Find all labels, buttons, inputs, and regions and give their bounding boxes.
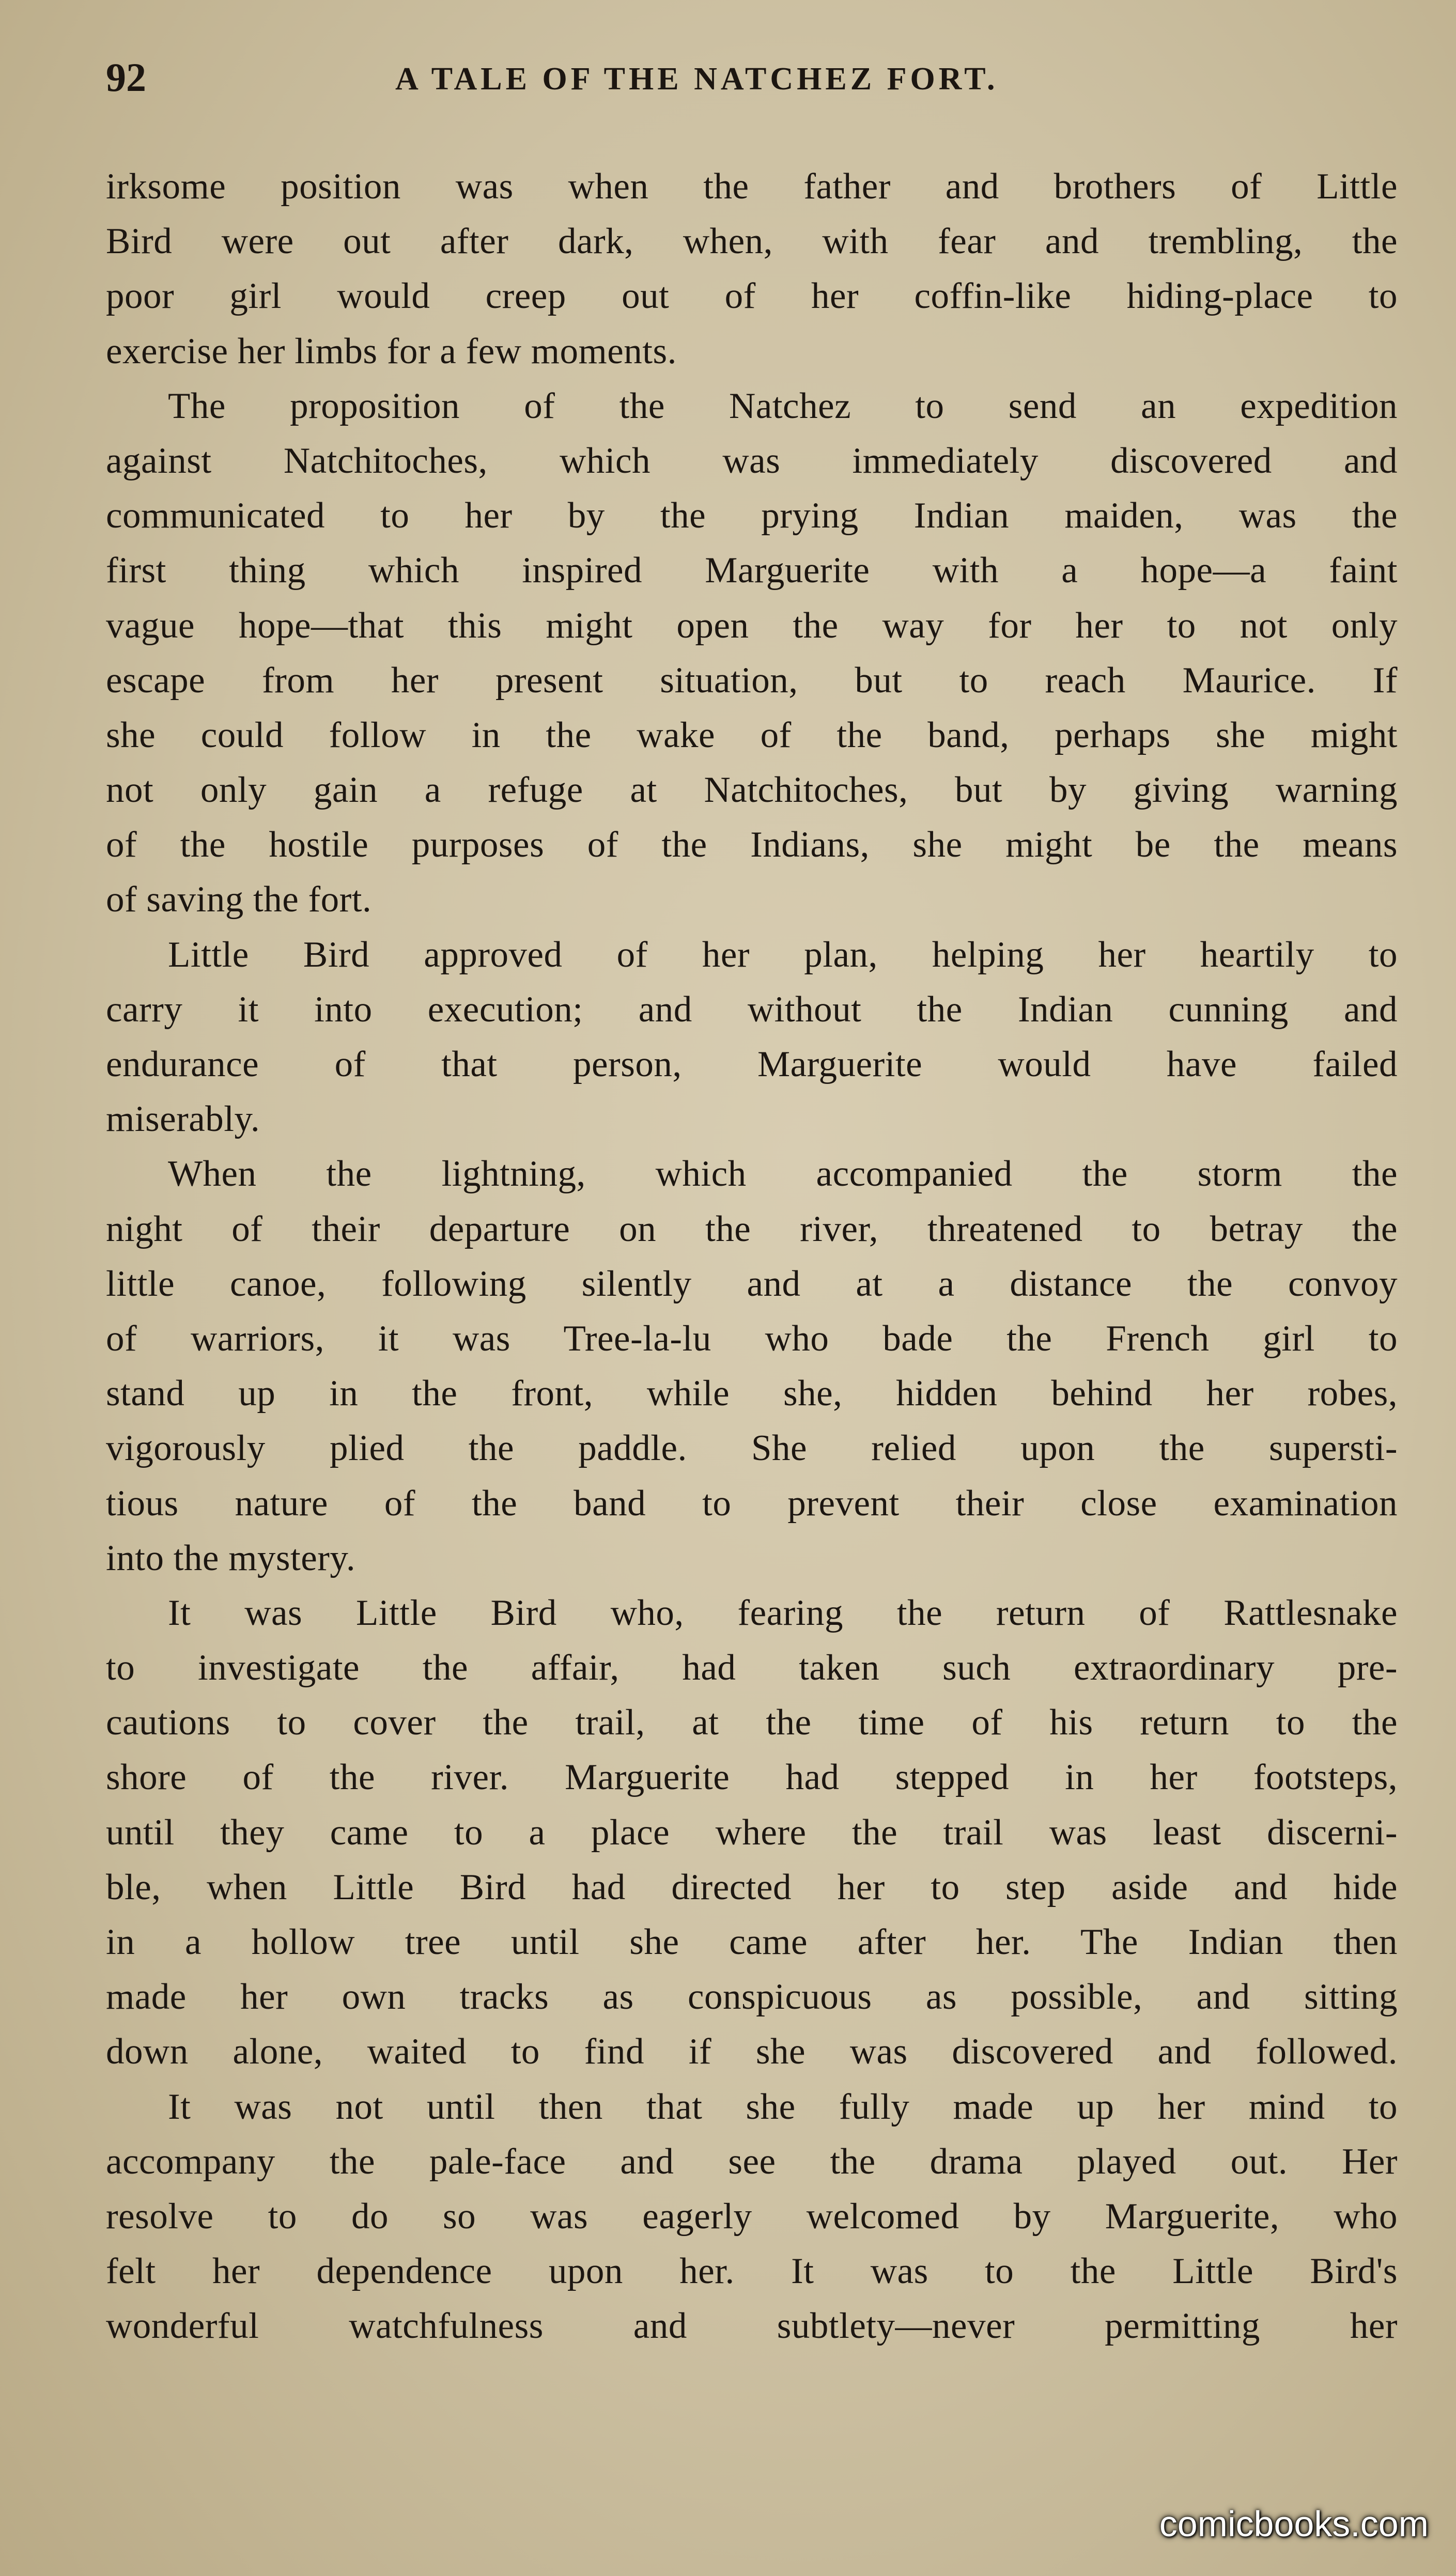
text-line: first thing which inspired Marguerite with a hope—a faint: [106, 550, 1398, 591]
text-line: poor girl would creep out of her coffin-like hiding-place to: [106, 276, 1398, 317]
running-head: [106, 49, 1413, 111]
text-line: Bird were out after dark, when, with fear and trembling, the: [106, 221, 1398, 262]
text-line: cautions to cover the trail, at the time of his return to the: [106, 1702, 1398, 1743]
text-line: tious nature of the band to prevent their close examination: [106, 1483, 1398, 1524]
text-line: down alone, waited to find if she was discovered and followed.: [106, 2031, 1398, 2072]
text-line: accompany the pale-face and see the drama played out. Her: [106, 2141, 1398, 2182]
text-line: exercise her limbs for a few moments.: [106, 331, 677, 371]
text-line: to investigate the affair, had taken such extraordinary pre-: [106, 1648, 1398, 1688]
text-line: irksome position was when the father and brothers of Little: [106, 166, 1398, 207]
text-line: communicated to her by the prying Indian maiden, was the: [106, 495, 1398, 536]
text-line: shore of the river. Marguerite had stepped in her footsteps,: [106, 1757, 1398, 1798]
text-line: little canoe, following silently and at a distance the convoy: [106, 1263, 1398, 1304]
text-line: wonderful watchfulness and subtlety—never permitting her: [106, 2306, 1398, 2347]
text-line: It was Little Bird who, fearing the return of Rattlesnake: [168, 1592, 1398, 1633]
body-text: [106, 159, 1398, 2354]
text-line: vigorously plied the paddle. She relied upon the supersti-: [106, 1428, 1398, 1469]
text-line: against Natchitoches, which was immediately discovered and: [106, 440, 1398, 481]
text-line: not only gain a refuge at Natchitoches, but by giving warning: [106, 770, 1398, 811]
text-line: of warriors, it was Tree-la-lu who bade the French girl to: [106, 1318, 1398, 1359]
text-line: escape from her present situation, but to reach Maurice. If: [106, 660, 1398, 701]
text-line: ble, when Little Bird had directed her to step aside and hide: [106, 1867, 1398, 1907]
watermark: comicbooks.com: [1159, 2504, 1429, 2544]
text-line: stand up in the front, while she, hidden behind her robes,: [106, 1373, 1398, 1414]
running-title: A TALE OF THE NATCHEZ FORT.: [395, 61, 999, 97]
text-line: of the hostile purposes of the Indians, she might be the means: [106, 825, 1398, 865]
text-line: until they came to a place where the trail was least discerni-: [106, 1812, 1398, 1853]
text-line: When the lightning, which accompanied the storm the: [168, 1154, 1398, 1194]
text-line: resolve to do so was eagerly welcomed by Marguerite, who: [106, 2196, 1398, 2237]
text-line: made her own tracks as conspicuous as possible, and sitting: [106, 1977, 1398, 2018]
text-line: into the mystery.: [106, 1538, 356, 1578]
text-line: endurance of that person, Marguerite would have failed: [106, 1044, 1398, 1084]
text-line: vague hope—that this might open the way for her to not only: [106, 605, 1398, 646]
text-line: night of their departure on the river, threatened to betray the: [106, 1208, 1398, 1249]
text-line: in a hollow tree until she came after her. The Indian then: [106, 1922, 1398, 1962]
text-line: miserably.: [106, 1099, 260, 1140]
page-number: 92: [106, 55, 146, 100]
text-line: carry it into execution; and without the Indian cunning and: [106, 989, 1398, 1030]
text-line: Little Bird approved of her plan, helping her heartily to: [168, 934, 1398, 975]
text-line: felt her dependence upon her. It was to the Little Bird's: [106, 2251, 1398, 2292]
text-line: she could follow in the wake of the band, perhaps she might: [106, 715, 1398, 755]
text-line: The proposition of the Natchez to send an expedition: [168, 385, 1398, 426]
text-line: It was not until then that she fully made up her mind to: [168, 2086, 1398, 2127]
text-line: of saving the fort.: [106, 879, 372, 920]
